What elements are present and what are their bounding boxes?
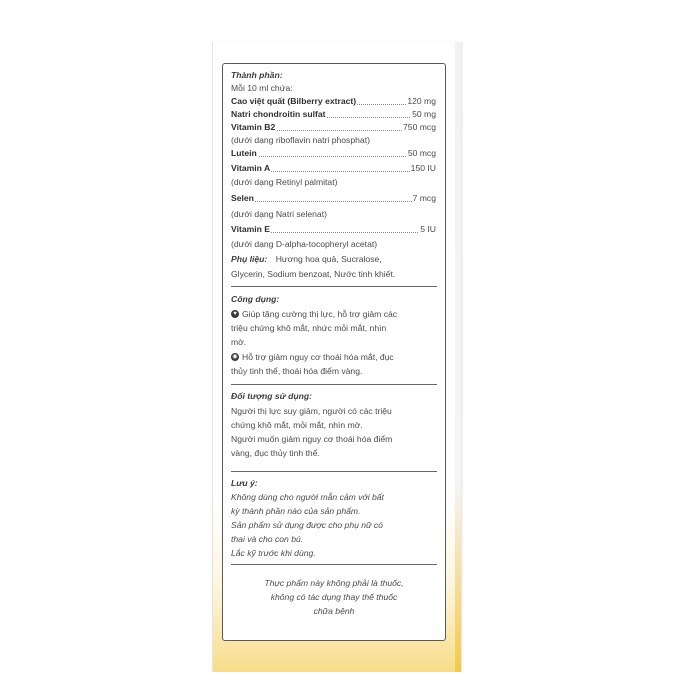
ingredient-qty: 750 mcg bbox=[403, 122, 436, 132]
target-text: chứng khô mắt, mỏi mắt, nhìn mờ. bbox=[231, 420, 363, 430]
ingredient-qty: 5 IU bbox=[420, 224, 436, 234]
target-text: Người thị lực suy giảm, người có các triệu bbox=[231, 406, 392, 416]
ingredient-name: Selen bbox=[231, 193, 254, 203]
ingredient-qty: 50 mg bbox=[412, 109, 436, 119]
uses-text: mờ. bbox=[231, 337, 247, 347]
ingredient-row bbox=[231, 148, 436, 159]
ingredient-name: Vitamin A bbox=[231, 163, 271, 173]
ingredient-qty: 50 mcg bbox=[407, 148, 436, 158]
uses-text: Giúp tăng cường thị lực, hỗ trợ giảm các bbox=[242, 309, 398, 319]
uses-text: thủy tinh thể, thoái hóa điểm vàng. bbox=[231, 366, 363, 376]
ingredient-row bbox=[231, 96, 436, 107]
section-divider bbox=[231, 564, 437, 565]
ingredient-name: Vitamin B2 bbox=[231, 122, 276, 132]
ingredient-qty: 150 IU bbox=[410, 163, 436, 173]
ingredient-note: (dưới dạng Natri selenat) bbox=[231, 209, 327, 219]
ingredient-name: Cao việt quất (Bilberry extract) bbox=[231, 96, 357, 106]
ingredients-per: Mỗi 10 ml chứa: bbox=[231, 83, 293, 93]
ingredient-row bbox=[231, 109, 436, 120]
ingredient-name: Natri chondroitin sulfat bbox=[231, 109, 326, 119]
excipients-text: Glycerin, Sodium benzoat, Nước tinh khiết. bbox=[231, 269, 396, 279]
target-text: vàng, đục thủy tinh thể. bbox=[231, 448, 320, 458]
excipients-text: Hương hoa quả, Sucralose, bbox=[275, 254, 382, 264]
ingredient-name: Lutein bbox=[231, 148, 257, 158]
notes-text: thai và cho con bú. bbox=[231, 534, 304, 544]
disclaimer-text: không có tác dụng thay thế thuốc bbox=[270, 592, 398, 602]
eye-icon: ◉ bbox=[232, 354, 238, 360]
uses-text: Hỗ trợ giảm nguy cơ thoái hóa mắt, đục bbox=[242, 352, 394, 362]
ingredient-note: (dưới dạng riboflavin natri phosphat) bbox=[231, 135, 370, 145]
ingredient-note: (dưới dạng Retinyl palmitat) bbox=[231, 177, 338, 187]
ingredient-row bbox=[231, 122, 436, 133]
ingredient-qty: 120 mg bbox=[407, 96, 436, 106]
heart-icon: ♥ bbox=[231, 310, 239, 318]
info-panel bbox=[222, 63, 446, 641]
ingredients-heading: Thành phần: bbox=[231, 70, 283, 80]
ingredient-qty: 7 mcg bbox=[412, 193, 436, 203]
section-divider bbox=[231, 286, 437, 287]
excipients-line bbox=[231, 254, 382, 265]
notes-text: Không dùng cho người mẫn cảm với bất bbox=[231, 492, 384, 502]
section-divider bbox=[231, 471, 437, 472]
uses-heading: Công dụng: bbox=[231, 294, 280, 304]
target-text: Người muốn giảm nguy cơ thoái hóa điểm bbox=[231, 434, 393, 444]
target-heading: Đối tượng sử dụng: bbox=[231, 391, 313, 401]
excipients-label: Phụ liệu: bbox=[231, 254, 268, 264]
section-divider bbox=[231, 384, 437, 385]
ingredient-row bbox=[231, 163, 436, 174]
disclaimer-text: chữa bệnh bbox=[313, 606, 355, 616]
notes-text: Lắc kỹ trước khi dùng. bbox=[231, 548, 316, 558]
ingredient-row bbox=[231, 224, 436, 235]
notes-heading: Lưu ý: bbox=[231, 478, 258, 488]
uses-text: triệu chứng khô mắt, nhức mỏi mắt, nhìn bbox=[231, 323, 387, 333]
ingredient-name: Vitamin E bbox=[231, 224, 271, 234]
box-side-edge bbox=[455, 42, 461, 672]
notes-text: kỳ thành phần nào của sản phẩm. bbox=[231, 506, 361, 516]
ingredient-note: (dưới dạng D-alpha-tocopheryl acetat) bbox=[231, 239, 378, 249]
disclaimer-text: Thực phẩm này không phải là thuốc, bbox=[264, 578, 404, 588]
notes-text: Sản phẩm sử dụng được cho phụ nữ có bbox=[231, 520, 383, 530]
ingredient-row bbox=[231, 193, 436, 204]
